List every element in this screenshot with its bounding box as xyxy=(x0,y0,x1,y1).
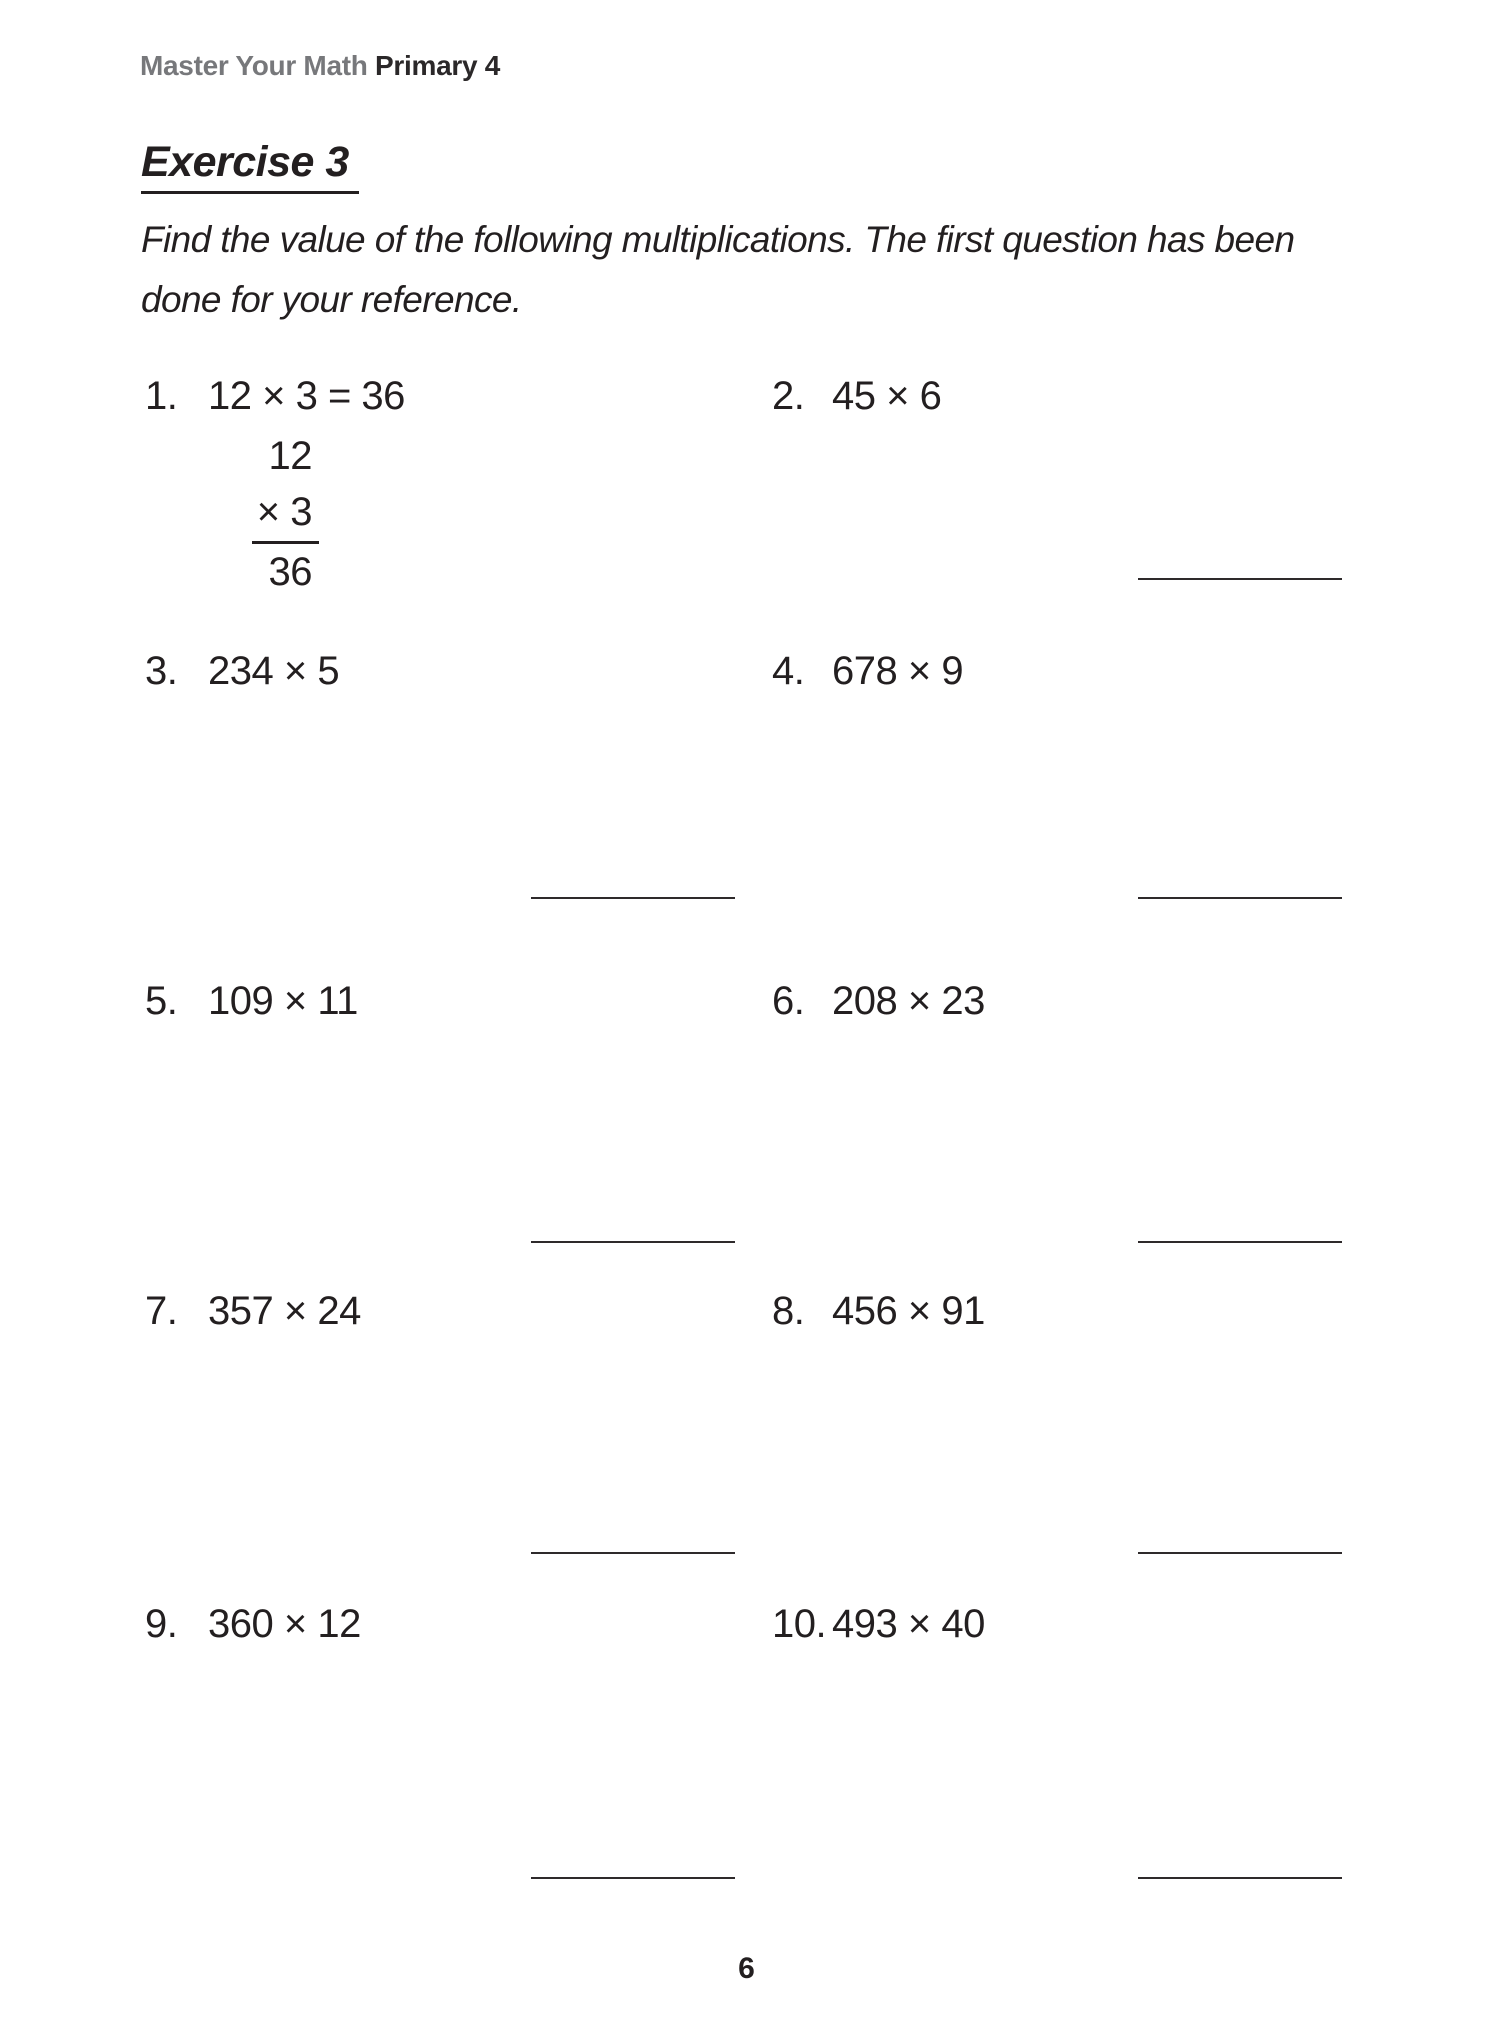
question-number: 10. xyxy=(772,1602,827,1646)
question-number: 9. xyxy=(145,1602,178,1646)
question-number: 5. xyxy=(145,979,178,1023)
example-multiplicand: 12 xyxy=(268,434,312,478)
answer-line-q6 xyxy=(1138,1241,1342,1243)
answer-line-q4 xyxy=(1138,897,1342,899)
question-number: 8. xyxy=(772,1289,805,1333)
question-item-8 xyxy=(772,1289,985,1334)
answer-line-q7 xyxy=(531,1552,735,1554)
answer-line-q9 xyxy=(531,1877,735,1879)
question-number: 7. xyxy=(145,1289,178,1333)
worked-example xyxy=(210,428,312,600)
page-number: 6 xyxy=(738,1952,755,1985)
question-expression: 109 × 11 xyxy=(208,979,358,1023)
question-expression: 357 × 24 xyxy=(208,1289,361,1333)
example-multiplier: × 3 xyxy=(252,484,319,544)
example-product: 36 xyxy=(268,550,312,594)
instructions-line-1: Find the value of the following multiplications. The first question has been xyxy=(141,219,1295,260)
question-number: 2. xyxy=(772,374,805,418)
answer-line-q5 xyxy=(531,1241,735,1243)
question-number: 4. xyxy=(772,649,805,693)
question-number: 3. xyxy=(145,649,178,693)
header-level-label: Primary 4 xyxy=(375,50,500,81)
question-expression: 678 × 9 xyxy=(832,649,964,693)
question-item-4 xyxy=(772,649,963,694)
question-expression: 360 × 12 xyxy=(208,1602,361,1646)
question-expression: 493 × 40 xyxy=(832,1602,985,1646)
question-number: 1. xyxy=(145,374,178,418)
question-item-1 xyxy=(145,374,405,419)
answer-line-q2 xyxy=(1138,578,1342,580)
answer-line-q3 xyxy=(531,897,735,899)
question-item-7 xyxy=(145,1289,361,1334)
question-item-10 xyxy=(772,1602,985,1647)
question-number: 6. xyxy=(772,979,805,1023)
question-expression: 208 × 23 xyxy=(832,979,985,1023)
instructions-line-2: done for your reference. xyxy=(141,279,522,320)
question-expression: 456 × 91 xyxy=(832,1289,985,1333)
exercise-title: Exercise 3 xyxy=(141,138,359,194)
page-header xyxy=(140,50,500,82)
answer-line-q10 xyxy=(1138,1877,1342,1879)
question-item-5 xyxy=(145,979,358,1024)
question-item-6 xyxy=(772,979,985,1024)
question-expression: 234 × 5 xyxy=(208,649,340,693)
question-expression: 45 × 6 xyxy=(832,374,942,418)
question-item-9 xyxy=(145,1602,361,1647)
question-item-2 xyxy=(772,374,941,419)
instructions xyxy=(141,210,1294,330)
answer-line-q8 xyxy=(1138,1552,1342,1554)
question-item-3 xyxy=(145,649,339,694)
example-multiplier-row xyxy=(210,484,312,544)
header-series-label: Master Your Math xyxy=(140,50,368,81)
question-expression: 12 × 3 = 36 xyxy=(208,374,405,418)
